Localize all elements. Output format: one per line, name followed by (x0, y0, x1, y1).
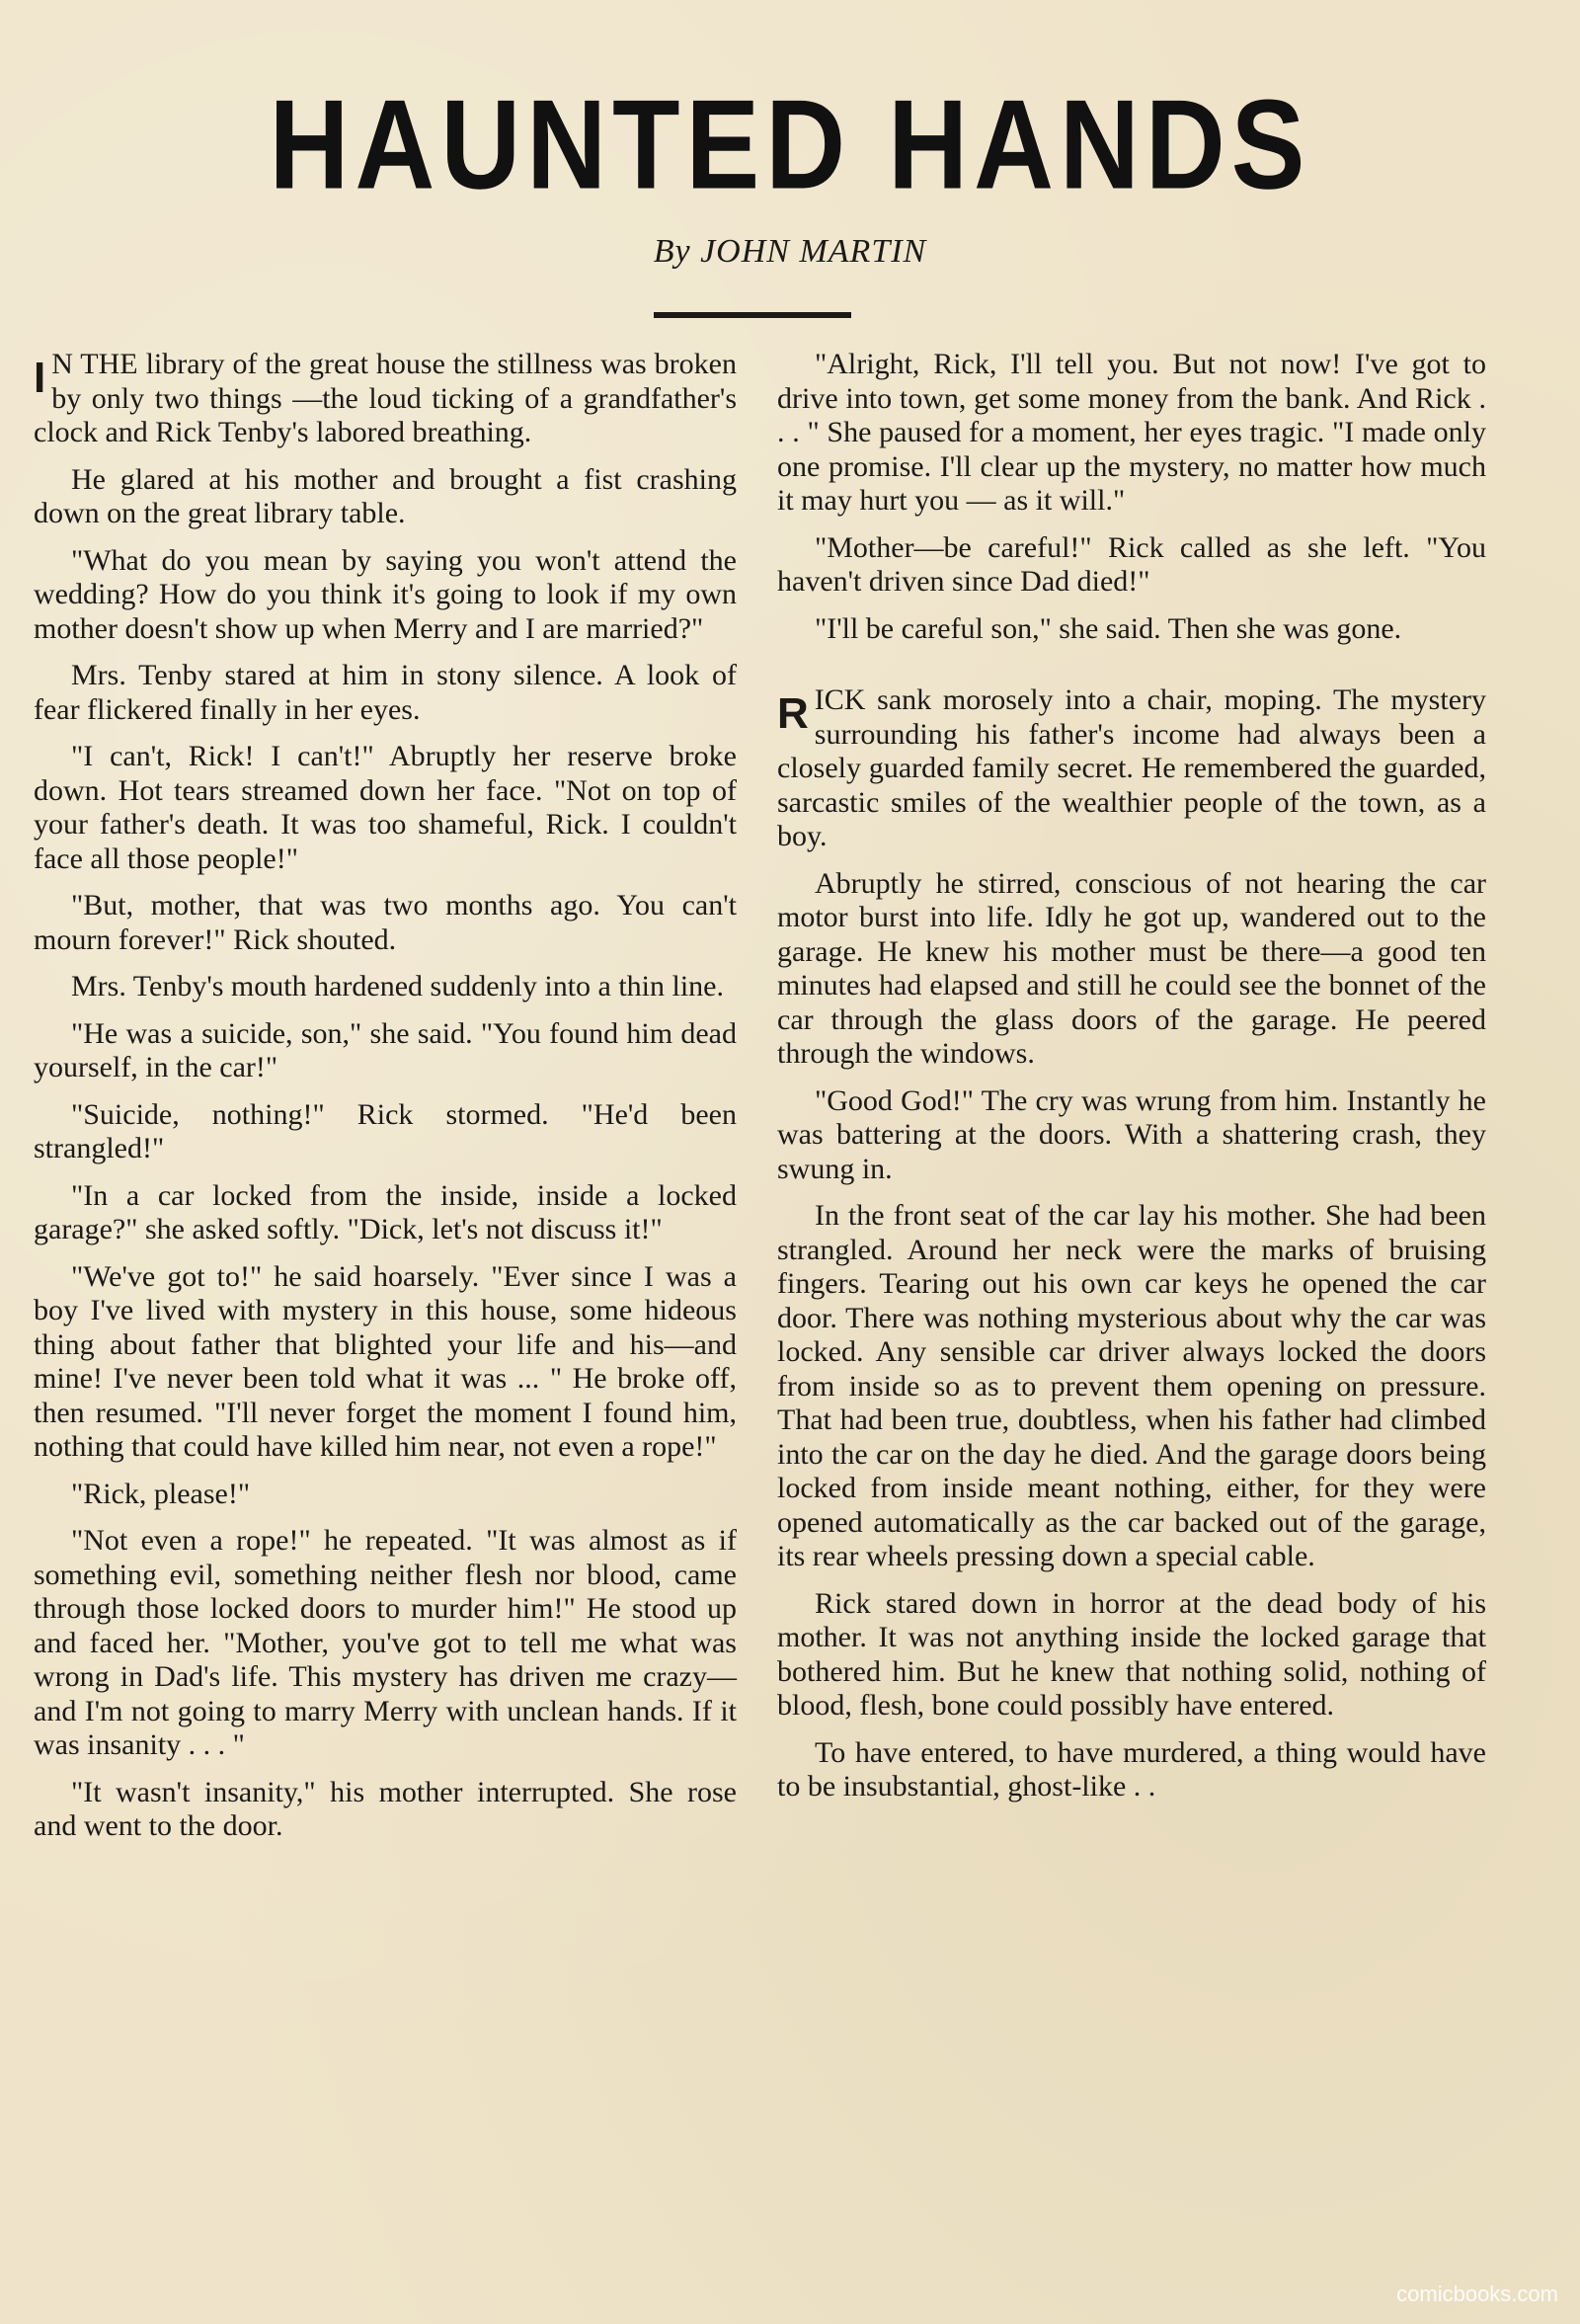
paragraph: "But, mother, that was two months ago. You can't mourn forever!" Rick shouted. (34, 889, 737, 956)
paragraph-text: N THE library of the great house the stillness was broken by only two things —the loud ticking of a grandfather's clock and Rick Tenby's labored breathing. (34, 348, 737, 448)
source-watermark: comicbooks.com (1396, 2282, 1558, 2306)
paragraph: Mrs. Tenby stared at him in stony silence. A look of fear flickered finally in her eyes. (34, 659, 737, 726)
paragraph (34, 348, 737, 450)
paragraph: "Good God!" The cry was wrung from him. Instantly he was battering at the doors. With a shattering crash, they swung in. (777, 1083, 1486, 1185)
drop-cap: I (34, 354, 46, 402)
paragraph: Mrs. Tenby's mouth hardened suddenly into a thin line. (71, 970, 724, 1002)
drop-cap: R (777, 689, 809, 738)
paragraph: "Not even a rope!" he repeated. "It was almost as if something evil, something neither flesh nor blood, came through those locked doors to murder him!" He stood up and faced her. "Mother, you've got to tell me what was wrong in Dad's life. This mystery has driven me crazy—and I'm not going to marry Merry with unclean hands. If it was insanity . . . " (34, 1524, 737, 1761)
paragraph: "Mother—be careful!" Rick called as she left. "You haven't driven since Dad died!" (777, 530, 1486, 598)
paragraph: "Alright, Rick, I'll tell you. But not now! I've got to drive into town, get some money from the bank. And Rick . . . " She paused for a moment, her eyes tragic. "I made only one promise. I'll clear up the mystery, no matter how much it may hurt you — as it will." (777, 348, 1486, 517)
paragraph: He glared at his mother and brought a fist crashing down on the great library table. (34, 462, 737, 529)
left-column (34, 348, 737, 1857)
paragraph: Abruptly he stirred, conscious of not hearing the car motor burst into life. Idly he got up, wandered out to the garage. He knew his mother must be there—a good ten minutes had elapsed and still he could see the bonnet of the car through the glass doors of the garage. He peered through the windows. (777, 866, 1486, 1070)
paragraph: "It wasn't insanity," his mother interrupted. She rose and went to the door. (34, 1775, 737, 1842)
paragraph: "What do you mean by saying you won't attend the wedding? How do you think it's going to look if my own mother doesn't show up when Merry and I are married?" (34, 543, 737, 645)
paragraph: "I'll be careful son," she said. Then she was gone. (815, 611, 1402, 645)
byline: By JOHN MARTIN (653, 233, 927, 270)
paragraph: "In a car locked from the inside, inside a locked garage?" she asked softly. "Dick, let's not discuss it!" (34, 1178, 737, 1245)
paragraph: In the front seat of the car lay his mother. She had been strangled. Around her neck were the marks of bruising fingers. Tearing out his own car keys he opened the car door. There was nothing mysterious about why the car was locked. Any sensible car driver always locked the doors from inside so as to prevent them opening on pressure. That had been true, doubtless, when his father had climbed into the car on the day he died. And the garage doors being locked from inside meant nothing, either, for they were opened automatically as the car backed out of the garage, its rear wheels pressing down a special cable. (777, 1199, 1486, 1572)
title-divider (654, 312, 851, 318)
paragraph: "Suicide, nothing!" Rick stormed. "He'd been strangled!" (34, 1097, 737, 1164)
paragraph: To have entered, to have murdered, a thing would have to be insubstantial, ghost-like . . (777, 1735, 1486, 1803)
paragraph: "We've got to!" he said hoarsely. "Ever since I was a boy I've lived with mystery in this house, some hideous thing about father that blighted your life and his—and mine! I've never been told what it was ... " He broke off, then resumed. "I'll never forget the moment I found him, nothing that could have killed him near, not even a rope!" (34, 1259, 737, 1463)
paragraph: "Rick, please!" (71, 1477, 251, 1510)
story-title: HAUNTED HANDS (269, 73, 1311, 216)
paragraph: Rick stared down in horror at the dead body of his mother. It was not anything inside the locked garage that bothered him. But he knew that nothing solid, nothing of blood, flesh, bone could possibly have entered. (777, 1586, 1486, 1722)
paragraph (777, 683, 1486, 854)
right-column (777, 348, 1486, 1817)
paragraph: "I can't, Rick! I can't!" Abruptly her reserve broke down. Hot tears streamed down her face. "Not on top of your father's death. It was too shameful, Rick. I couldn't face all those people!" (34, 740, 737, 875)
paragraph-text: ICK sank morosely into a chair, moping. The mystery surrounding his father's income had always been a closely guarded family secret. He remembered the guarded, sarcastic smiles of the wealthier people of the town, as a boy. (777, 683, 1486, 852)
paragraph: "He was a suicide, son," she said. "You found him dead yourself, in the car!" (34, 1016, 737, 1083)
